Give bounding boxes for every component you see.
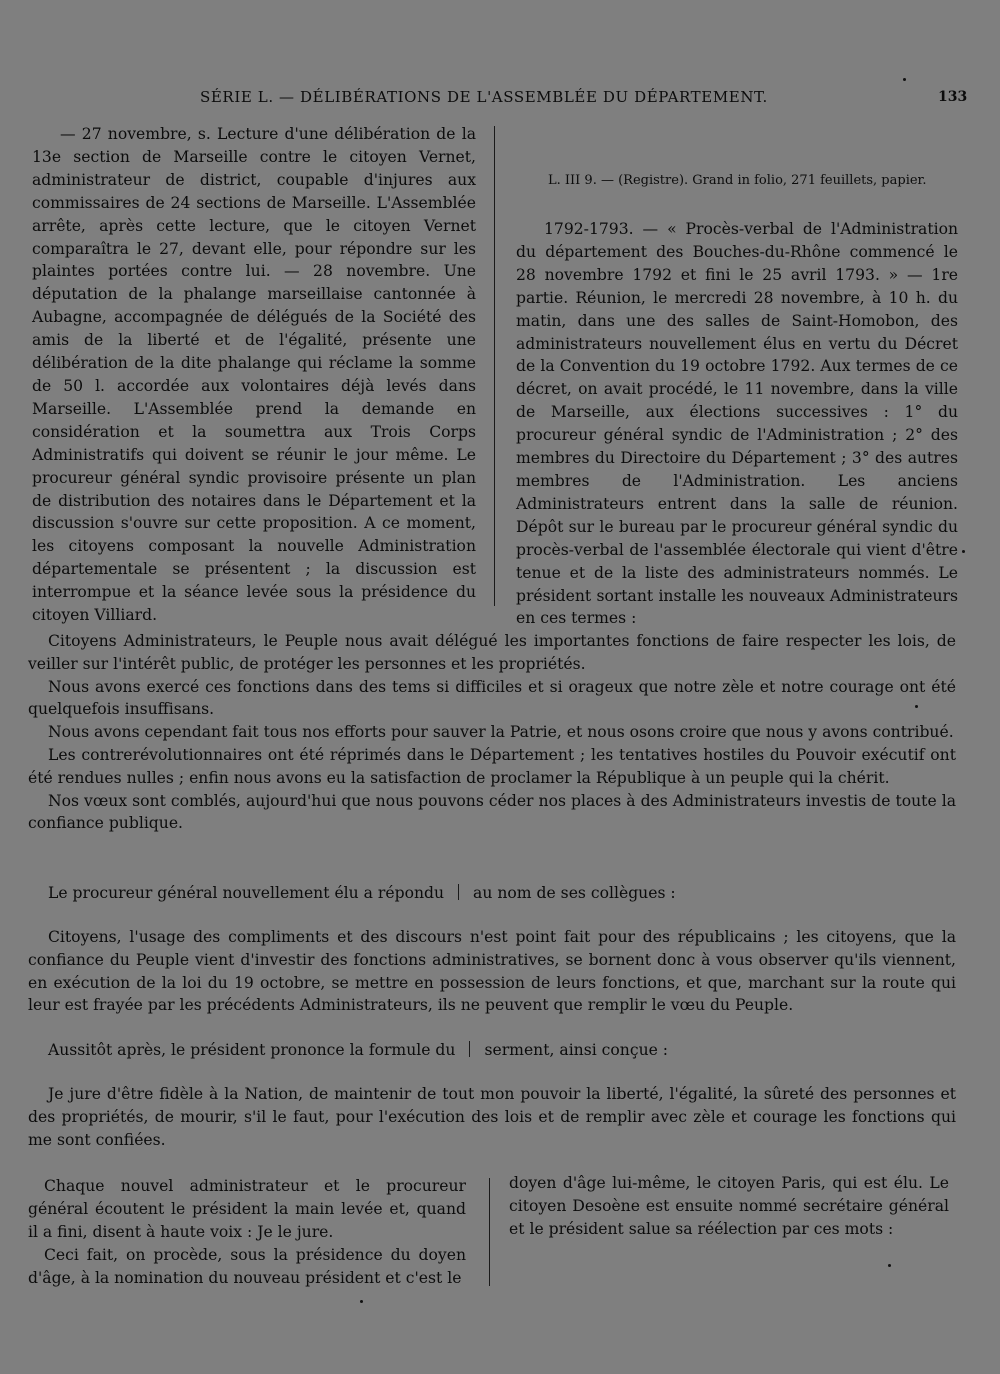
- bottom-right-column: [509, 1172, 949, 1241]
- column-divider: [494, 126, 495, 606]
- scan-speck: [360, 1300, 363, 1303]
- intro-divider: [469, 1041, 470, 1057]
- right-column-paragraph: 1792-1793. — « Procès-verbal de l'Administration du département des Bouches-du-Rhône commencé le 28 novembre 1792 et fini le 25 avril 1793. » — 1re partie. Réunion, le mercredi 28 novembre, à 10 h. du matin, dans une des salles de Saint-Homobon, des administrateurs nouvellement élus en vertu du Décret de la Convention du 19 octobre 1792. Aux termes de ce décret, on avait procédé, le 11 novembre, dans la ville de Marseille, aux élections successives : 1° du procureur général syndic de l'Administration ; 2° des membres du Directoire du Département ; 3° des autres membres de l'Administration. Les anciens Administrateurs entrent dans la salle de réunion. Dépôt sur le bureau par le procureur général syndic du procès-verbal de l'assemblée électorale qui vient d'être tenue et de la liste des administrateurs nommés. Le président sortant installe les nouveaux Administrateurs en ces termes :: [516, 220, 958, 628]
- bottom-left-column: [28, 1175, 466, 1290]
- scan-speck: [903, 78, 906, 81]
- left-column: [32, 123, 476, 627]
- header-title: SÉRIE L. — DÉLIBÉRATIONS DE L'ASSEMBLÉE DU DÉPARTEMENT.: [200, 88, 768, 106]
- speech-paragraph: Les contrerévolutionnaires ont été réprimés dans le Département ; les tentatives hostiles du Pouvoir exécutif ont été rendues nulles ; enfin nous avons eu la satisfaction de proclamer la République à un peuple qui la chérit.: [28, 745, 956, 787]
- oath-paragraph: Je jure d'être fidèle à la Nation, de maintenir de tout mon pouvoir la liberté, l'égalité, la sûreté des personnes et des propriétés, de mourir, s'il le faut, pour l'exécution des lois et de remplir avec zèle et courage les fonctions qui me sont confiées.: [28, 1085, 956, 1149]
- page-number: 133: [938, 89, 968, 105]
- running-header: [0, 88, 1000, 110]
- bottom-left-paragraph: Ceci fait, on procède, sous la présidence du doyen d'âge, à la nomination du nouveau président et c'est le: [28, 1245, 466, 1287]
- left-column-paragraph: — 27 novembre, s. Lecture d'une délibération de la 13e section de Marseille contre le citoyen Vernet, administrateur de district, coupable d'injures aux commissaires de 24 sections de Marseille. L'Assemblée arrête, après cette lecture, que le citoyen Vernet comparaîtra le 27, devant elle, pour répondre sur les plaintes portées contre lui. — 28 novembre. Une députation de la phalange marseillaise cantonnée à Aubagne, accompagnée de délégués de la Société des amis de la liberté et de l'égalité, présente une délibération de la dite phalange qui réclame la somme de 50 l. accordée aux volontaires déjà levés dans Marseille. L'Assemblée prend la demande en considération et la soumettra aux Trois Corps Administratifs qui doivent se réunir le jour même. Le procureur général syndic provisoire présente un plan de distribution des notaires dans le Département et la discussion s'ouvre sur cette proposition. A ce moment, les citoyens composant la nouvelle Administration départementale se présentent ; la discussion est interrompue et la séance levée sous la présidence du citoyen Villiard.: [32, 125, 476, 625]
- speech-paragraph: Nous avons cependant fait tous nos efforts pour sauver la Patrie, et nous osons croire que nous y avons contribué.: [48, 723, 954, 742]
- scan-speck: [962, 550, 965, 553]
- intro-left-text: Le procureur général nouvellement élu a répondu: [48, 884, 445, 902]
- intro-right-text: serment, ainsi conçue :: [484, 1041, 669, 1059]
- oath-text: [28, 1083, 956, 1151]
- intro-left-text: Aussitôt après, le président prononce la formule du: [48, 1041, 456, 1059]
- intro-divider: [458, 884, 459, 900]
- scan-speck: [915, 705, 918, 708]
- speech-paragraph: Citoyens Administrateurs, le Peuple nous avait délégué les importantes fonctions de faire respecter les lois, de veiller sur l'intérêt public, de protéger les personnes et les propriétés.: [28, 632, 956, 673]
- bottom-right-paragraph: doyen d'âge lui-même, le citoyen Paris, qui est élu. Le citoyen Desoène est ensuite nommé secrétaire général et le président salue sa réélection par ces mots :: [509, 1174, 949, 1238]
- procureur-reply-intro: [48, 884, 676, 902]
- outgoing-president-speech: [28, 630, 956, 835]
- right-column: [516, 218, 958, 630]
- column-divider: [489, 1178, 490, 1286]
- oath-intro: [48, 1041, 668, 1059]
- intro-right-text: au nom de ses collègues :: [473, 884, 676, 902]
- procureur-speech: [28, 926, 956, 1017]
- speech-paragraph: Citoyens, l'usage des compliments et des discours n'est point fait pour des républicains ; les citoyens, que la confiance du Peuple vient d'investir des fonctions administratives, se bornent donc à vous observer qu'ils viennent, en exécution de la loi du 19 octobre, se mettre en possession de leurs fonctions, et que, marchant sur la route qui leur est frayée par les précédents Administrateurs, ils ne peuvent que remplir le vœu du Peuple.: [28, 928, 956, 1015]
- scan-speck: [888, 1264, 891, 1267]
- speech-paragraph: Nous avons exercé ces fonctions dans des tems si difficiles et si orageux que notre zèle et notre courage ont été quelquefois insuffisans.: [28, 677, 956, 719]
- speech-paragraph: Nos vœux sont comblés, aujourd'hui que nous pouvons céder nos places à des Administrateurs investis de toute la confiance publique.: [28, 791, 956, 833]
- bottom-left-paragraph: Chaque nouvel administrateur et le procureur général écoutent le président la main levée et, quand il a fini, disent à haute voix : Je le jure.: [28, 1177, 466, 1241]
- archive-reference: L. III 9. — (Registre). Grand in folio, 271 feuillets, papier.: [548, 173, 927, 188]
